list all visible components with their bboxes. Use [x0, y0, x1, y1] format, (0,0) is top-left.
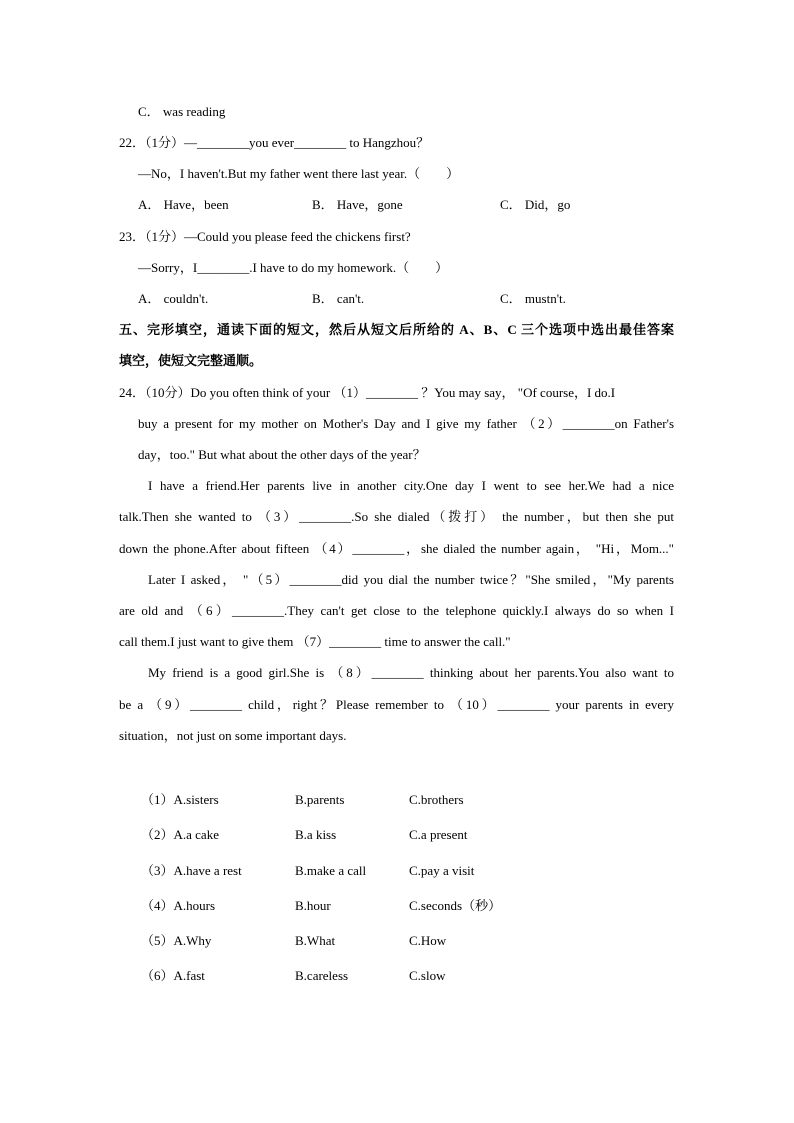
q22-stem: 22．（1分）—________you ever________ to Hangzhou？: [119, 135, 430, 150]
q22-option-a[interactable]: A． Have，been: [138, 197, 229, 212]
choice-3-a[interactable]: （3）A.have a rest: [141, 863, 242, 878]
section-heading-line1: 五、完形填空，通读下面的短文，然后从短文后所给的 A、B、C 三个选项中选出最佳答案: [119, 322, 674, 337]
q23-option-b[interactable]: B． can't.: [312, 291, 365, 306]
q24-p1-line1: 24．（10分）Do you often think of your （1）________ ？You may say， "Of course，I do.I: [119, 385, 616, 400]
q24-p1-line2: buy a present for my mother on Mother's Day and I give my father （2）________on Father's: [138, 416, 674, 431]
choice-4-a[interactable]: （4）A.hours: [141, 898, 216, 913]
choice-2-a[interactable]: （2）A.a cake: [141, 827, 219, 842]
q24-p2-line2: talk.Then she wanted to （3）________.So she dialed（拨打） the number，but then she put: [119, 509, 674, 524]
choice-2-b[interactable]: B.a kiss: [295, 827, 337, 842]
section-heading-line2: 填空，使短文完整通顺。: [119, 353, 263, 368]
q22-option-c[interactable]: C． Did，go: [500, 197, 571, 212]
q24-p4-line3: situation，not just on some important days.: [119, 728, 347, 743]
q24-p2-line3: down the phone.After about fifteen （4）________，she dialed the number again， "Hi，Mom...": [119, 541, 674, 556]
choice-6-b[interactable]: B.careless: [295, 968, 349, 983]
q23-reply: —Sorry，I________.I have to do my homework.（ ）: [138, 260, 449, 275]
q23-option-a[interactable]: A． couldn't.: [138, 291, 209, 306]
choice-6-a[interactable]: （6）A.fast: [141, 968, 205, 983]
q24-p4-line1: My friend is a good girl.She is （8）________ thinking about her parents.You also want to: [148, 665, 674, 680]
choice-1-c[interactable]: C.brothers: [409, 792, 464, 807]
choice-1-a[interactable]: （1）A.sisters: [141, 792, 219, 807]
choice-5-a[interactable]: （5）A.Why: [141, 933, 212, 948]
choice-2-c[interactable]: C.a present: [409, 827, 468, 842]
choice-6-c[interactable]: C.slow: [409, 968, 446, 983]
q24-p3-line3: call them.I just want to give them （7）________ time to answer the call.": [119, 634, 511, 649]
q23-stem: 23．（1分）—Could you please feed the chickens first?: [119, 229, 411, 244]
q21-option-c: C． was reading: [138, 104, 226, 119]
choice-4-c[interactable]: C.seconds（秒）: [409, 898, 502, 913]
q24-p2-line1: I have a friend.Her parents live in another city.One day I went to see her.We had a nice: [148, 478, 674, 493]
q24-p3-line1: Later I asked， "（5）________did you dial the number twice？"She smiled，"My parents: [148, 572, 674, 587]
choice-1-b[interactable]: B.parents: [295, 792, 345, 807]
choice-3-b[interactable]: B.make a call: [295, 863, 367, 878]
q24-p3-line2: are old and （6）________.They can't get close to the telephone quickly.I always do so when I: [119, 603, 674, 618]
q22-option-b[interactable]: B． Have，gone: [312, 197, 403, 212]
q22-reply: —No，I haven't.But my father went there last year.（ ）: [138, 166, 460, 181]
q24-p4-line2: be a （9）________ child，right？Please remember to （10）________ your parents in every: [119, 697, 674, 712]
q24-p1-line3: day，too." But what about the other days of the year？: [138, 447, 426, 462]
choice-4-b[interactable]: B.hour: [295, 898, 331, 913]
q23-option-c[interactable]: C． mustn't.: [500, 291, 566, 306]
choice-5-c[interactable]: C.How: [409, 933, 447, 948]
choice-3-c[interactable]: C.pay a visit: [409, 863, 475, 878]
choice-5-b[interactable]: B.What: [295, 933, 336, 948]
